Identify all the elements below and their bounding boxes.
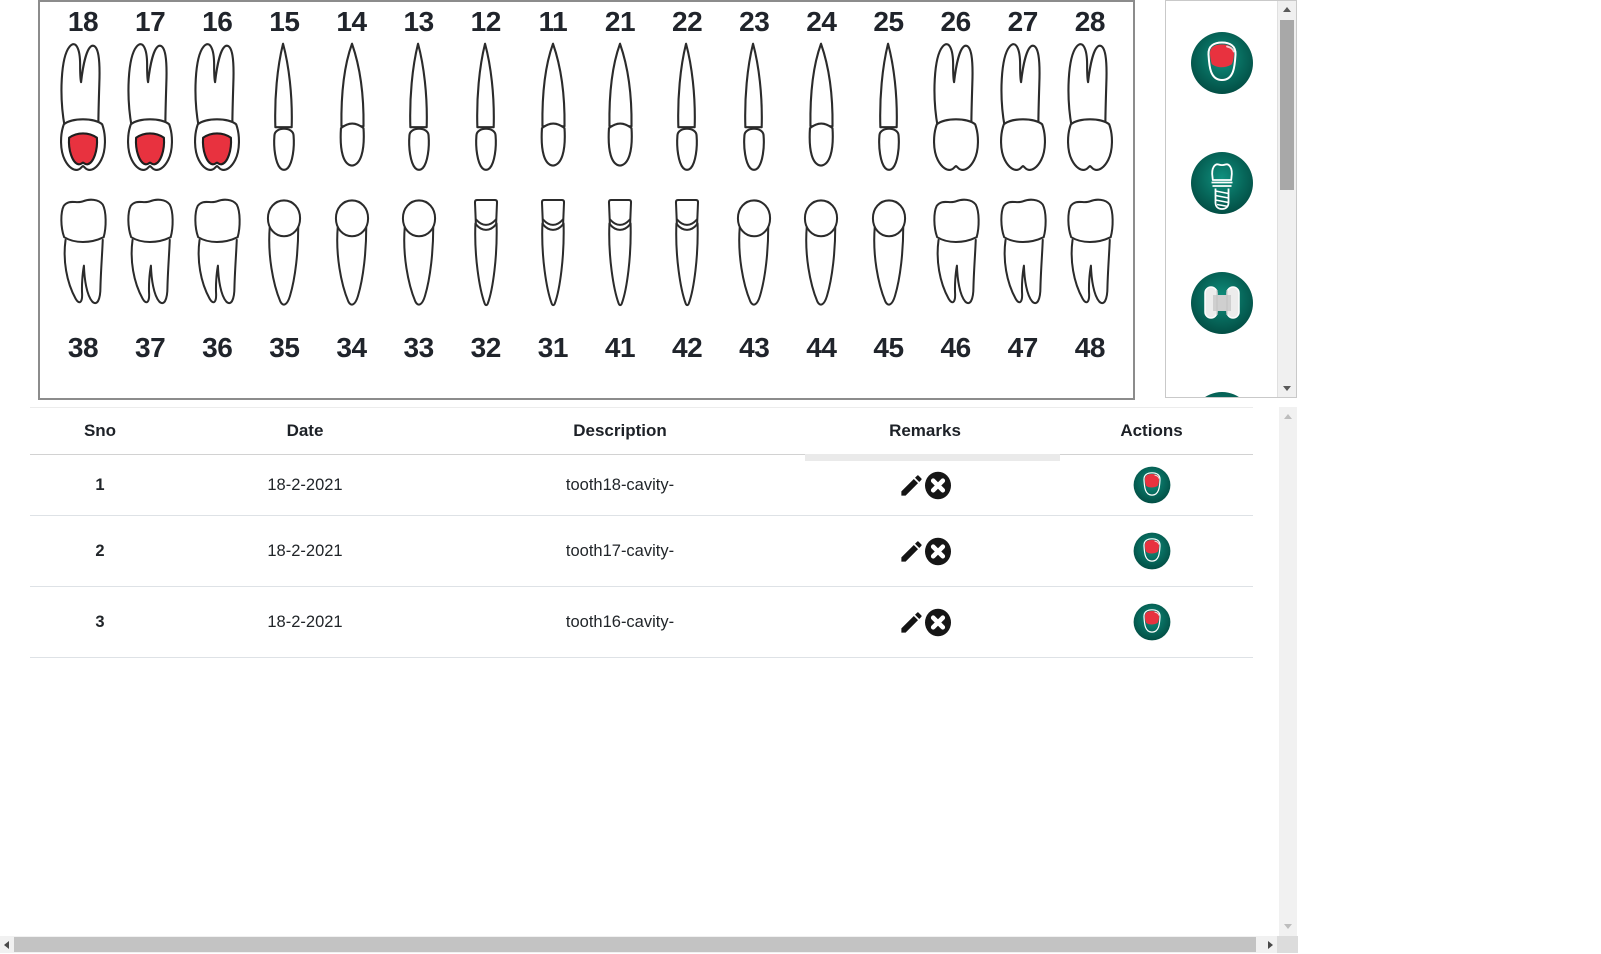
tooth-icon[interactable] xyxy=(1190,391,1254,398)
tooth-shape-icon xyxy=(857,38,921,180)
tooth-11[interactable] xyxy=(520,6,586,180)
column-header-actions: Actions xyxy=(1120,421,1183,440)
tooth-36[interactable] xyxy=(184,194,250,364)
horizontal-scroll-thumb[interactable] xyxy=(14,937,1256,952)
pencil-icon[interactable] xyxy=(898,472,925,499)
tooth-13[interactable] xyxy=(386,6,452,180)
table-body xyxy=(30,455,1253,658)
tooth-shape-icon xyxy=(454,194,518,330)
cavity-tooth-icon[interactable] xyxy=(1133,603,1171,641)
row-description: tooth16-cavity- xyxy=(565,612,675,631)
scroll-left-icon[interactable] xyxy=(4,941,9,949)
tooth-number-label: 42 xyxy=(672,332,703,363)
sidebar-scroll-thumb[interactable] xyxy=(1280,20,1294,190)
tooth-number-label: 16 xyxy=(202,6,233,37)
bridge-icon[interactable] xyxy=(1190,271,1254,335)
tooth-shape-icon xyxy=(252,194,316,330)
tooth-number-label: 15 xyxy=(269,6,300,37)
tooth-38[interactable] xyxy=(50,194,116,364)
tools-list xyxy=(1166,1,1277,398)
table-header xyxy=(30,408,1253,455)
cavity-tooth-icon[interactable] xyxy=(1190,31,1254,95)
scroll-right-icon[interactable] xyxy=(1268,941,1273,949)
tooth-32[interactable] xyxy=(453,194,519,364)
pencil-icon[interactable] xyxy=(898,609,925,636)
tooth-shape-icon xyxy=(1058,38,1122,180)
row-date: 18-2-2021 xyxy=(267,612,343,631)
tooth-number-label: 45 xyxy=(873,332,904,363)
tooth-shape-icon xyxy=(185,194,249,330)
tooth-number-label: 46 xyxy=(940,332,971,363)
tooth-number-label: 28 xyxy=(1074,6,1105,37)
tooth-15[interactable] xyxy=(251,6,317,180)
tooth-shape-icon xyxy=(51,194,115,330)
table-row xyxy=(30,516,1253,587)
tooth-shape-icon xyxy=(118,38,182,180)
treatment-tools-sidebar xyxy=(1165,0,1297,398)
tooth-44[interactable] xyxy=(788,194,854,364)
tooth-shape-icon xyxy=(991,194,1055,330)
tooth-shape-icon xyxy=(1058,194,1122,330)
tooth-number-label: 23 xyxy=(739,6,770,37)
tooth-28[interactable] xyxy=(1057,6,1123,180)
tooth-number-label: 25 xyxy=(873,6,904,37)
tooth-shape-icon xyxy=(387,194,451,330)
tooth-31[interactable] xyxy=(520,194,586,364)
tooth-shape-icon xyxy=(722,194,786,330)
tooth-22[interactable] xyxy=(654,6,720,180)
column-header-description: Description xyxy=(573,421,667,440)
sidebar-scrollbar[interactable] xyxy=(1277,1,1296,397)
tooth-number-label: 47 xyxy=(1007,332,1038,363)
circle-x-icon[interactable] xyxy=(923,607,953,638)
tooth-shape-icon xyxy=(521,194,585,330)
tooth-43[interactable] xyxy=(721,194,787,364)
lower-teeth-row xyxy=(50,194,1123,364)
tooth-41[interactable] xyxy=(587,194,653,364)
tooth-shape-icon xyxy=(118,194,182,330)
tooth-number-label: 31 xyxy=(537,332,568,363)
tooth-number-label: 26 xyxy=(940,6,971,37)
scroll-up-icon[interactable] xyxy=(1283,7,1291,12)
tooth-number-label: 12 xyxy=(470,6,501,37)
tooth-shape-icon xyxy=(521,38,585,180)
tooth-number-label: 32 xyxy=(470,332,501,363)
circle-x-icon[interactable] xyxy=(923,536,953,567)
cavity-tooth-icon[interactable] xyxy=(1133,466,1171,504)
row-sno: 2 xyxy=(95,541,105,560)
upper-teeth-row xyxy=(50,6,1123,180)
tooth-number-label: 43 xyxy=(739,332,770,363)
column-header-date: Date xyxy=(286,421,324,440)
tooth-number-label: 13 xyxy=(403,6,434,37)
scrollbar-corner xyxy=(1277,936,1298,953)
tooth-number-label: 38 xyxy=(67,332,99,363)
tooth-shape-icon xyxy=(51,38,115,180)
tooth-number-label: 41 xyxy=(604,332,636,363)
tooth-shape-icon xyxy=(588,194,652,330)
tooth-21[interactable] xyxy=(587,6,653,180)
circle-x-icon[interactable] xyxy=(923,470,953,501)
tooth-shape-icon xyxy=(252,38,316,180)
tooth-number-label: 18 xyxy=(67,6,99,37)
row-date: 18-2-2021 xyxy=(267,541,343,560)
tooth-27[interactable] xyxy=(990,6,1056,180)
scroll-up-icon[interactable] xyxy=(1284,414,1292,419)
tooth-23[interactable] xyxy=(721,6,787,180)
tooth-shape-icon xyxy=(924,38,988,180)
tooth-18[interactable] xyxy=(50,6,116,180)
tooth-number-label: 35 xyxy=(269,332,300,363)
tooth-17[interactable] xyxy=(117,6,183,180)
tooth-42[interactable] xyxy=(654,194,720,364)
column-header-sno: Sno xyxy=(83,421,117,440)
tooth-number-label: 14 xyxy=(336,6,367,37)
tooth-number-label: 17 xyxy=(135,6,166,37)
tooth-26[interactable] xyxy=(923,6,989,180)
tooth-46[interactable] xyxy=(923,194,989,364)
row-description: tooth18-cavity- xyxy=(565,475,675,494)
tooth-shape-icon xyxy=(320,194,384,330)
remarks-header-strip xyxy=(805,454,1060,461)
tooth-number-label: 24 xyxy=(806,6,837,37)
tooth-number-label: 36 xyxy=(202,332,233,363)
tooth-47[interactable] xyxy=(990,194,1056,364)
table-row xyxy=(30,455,1253,516)
tooth-number-label: 33 xyxy=(403,332,434,363)
tooth-34[interactable] xyxy=(319,194,385,364)
treatment-history-table xyxy=(30,407,1253,658)
tooth-number-label: 37 xyxy=(135,332,166,363)
tooth-number-label: 22 xyxy=(672,6,703,37)
tooth-shape-icon xyxy=(789,194,853,330)
cavity-tooth-icon[interactable] xyxy=(1133,532,1171,570)
tooth-shape-icon xyxy=(924,194,988,330)
scroll-down-icon[interactable] xyxy=(1284,924,1292,929)
tooth-number-label: 34 xyxy=(336,332,367,363)
tooth-shape-icon xyxy=(991,38,1055,180)
scroll-down-icon[interactable] xyxy=(1283,386,1291,391)
tooth-number-label: 21 xyxy=(604,6,636,37)
tooth-48[interactable] xyxy=(1057,194,1123,364)
row-sno: 1 xyxy=(95,475,105,494)
table-row xyxy=(30,587,1253,658)
tooth-33[interactable] xyxy=(386,194,452,364)
horizontal-scrollbar[interactable] xyxy=(0,936,1277,953)
pencil-icon[interactable] xyxy=(898,538,925,565)
tooth-shape-icon xyxy=(789,38,853,180)
tooth-shape-icon xyxy=(387,38,451,180)
tooth-shape-icon xyxy=(185,38,249,180)
row-description: tooth17-cavity- xyxy=(565,541,675,560)
tooth-number-label: 11 xyxy=(538,6,568,37)
tooth-12[interactable] xyxy=(453,6,519,180)
row-sno: 3 xyxy=(95,612,105,631)
tooth-number-label: 44 xyxy=(806,332,837,363)
tooth-shape-icon xyxy=(857,194,921,330)
tooth-shape-icon xyxy=(722,38,786,180)
tooth-shape-icon xyxy=(655,38,719,180)
tooth-shape-icon xyxy=(655,194,719,330)
tooth-24[interactable] xyxy=(788,6,854,180)
tooth-shape-icon xyxy=(320,38,384,180)
table-scrollbar[interactable] xyxy=(1279,407,1297,936)
tooth-shape-icon xyxy=(588,38,652,180)
row-date: 18-2-2021 xyxy=(267,475,343,494)
tooth-shape-icon xyxy=(454,38,518,180)
tooth-45[interactable] xyxy=(856,194,922,364)
implant-icon[interactable] xyxy=(1190,151,1254,215)
tooth-chart-panel xyxy=(38,0,1135,400)
column-header-remarks: Remarks xyxy=(889,421,961,440)
tooth-14[interactable] xyxy=(319,6,385,180)
tooth-number-label: 27 xyxy=(1007,6,1038,37)
tooth-35[interactable] xyxy=(251,194,317,364)
tooth-number-label: 48 xyxy=(1074,332,1105,363)
tooth-16[interactable] xyxy=(184,6,250,180)
tooth-37[interactable] xyxy=(117,194,183,364)
tooth-25[interactable] xyxy=(856,6,922,180)
